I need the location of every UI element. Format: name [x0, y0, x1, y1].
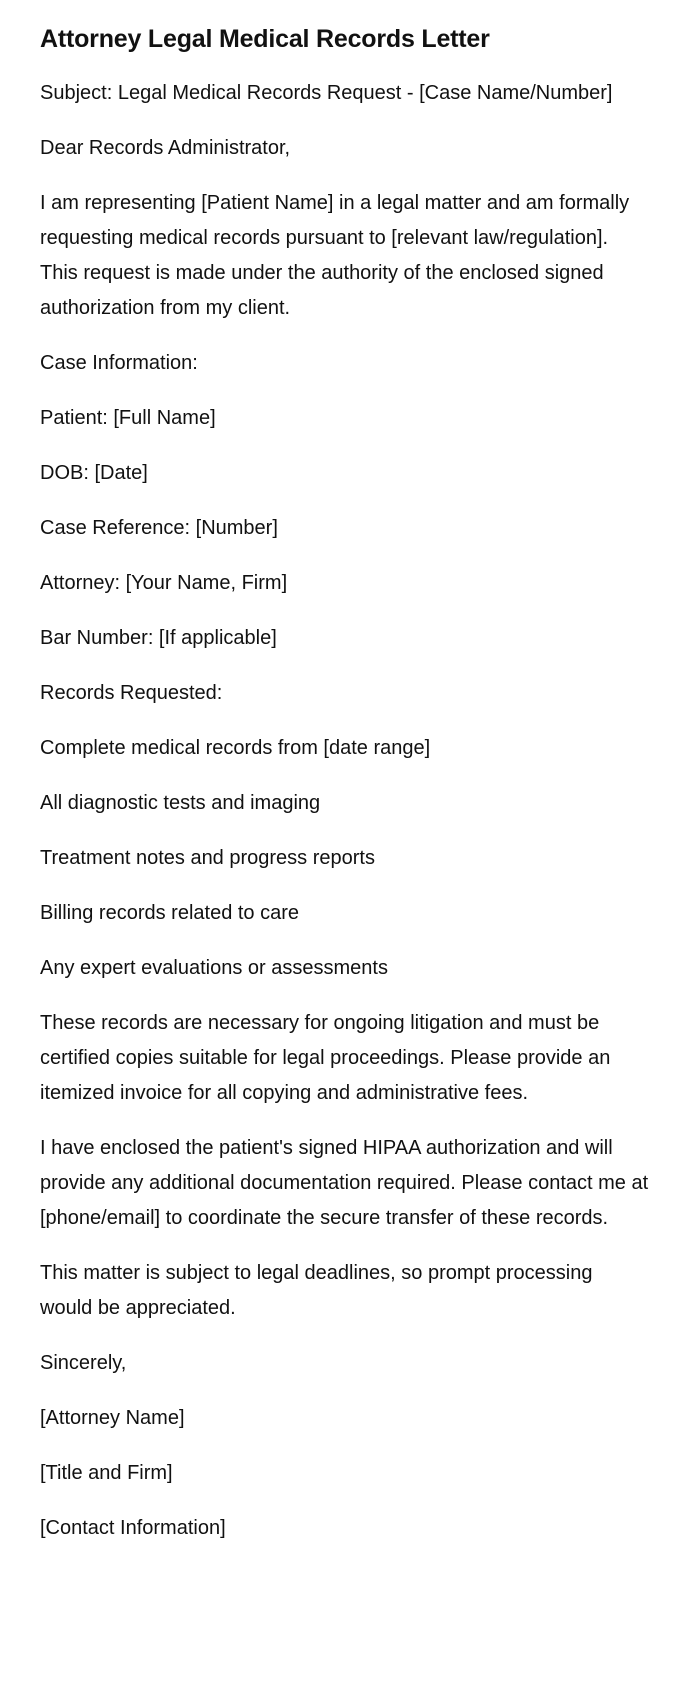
signature-title-firm: [Title and Firm] [40, 1462, 173, 1484]
records-item: Complete medical records from [date range] [40, 737, 431, 759]
records-item: Any expert evaluations or assessments [40, 957, 388, 979]
litigation-paragraph: These records are necessary for ongoing litigation and must be certified copies suitable for legal proceedings. Please provide an itemized invoice for all copying and administrative fees. [40, 1012, 611, 1104]
signature-contact: [Contact Information] [40, 1517, 226, 1539]
case-field-bar-number: Bar Number: [If applicable] [40, 627, 277, 649]
salutation: Dear Records Administrator, [40, 137, 291, 159]
signature-name: [Attorney Name] [40, 1407, 185, 1429]
case-field-attorney: Attorney: [Your Name, Firm] [40, 572, 288, 594]
case-field-reference: Case Reference: [Number] [40, 517, 278, 539]
authorization-paragraph: I have enclosed the patient's signed HIPAA authorization and will provide any additional documentation required. Please contact me at [phone/email] to coordinate the secure transfer of these records. [40, 1137, 649, 1229]
deadline-paragraph: This matter is subject to legal deadlines, so prompt processing would be appreciated. [40, 1262, 593, 1319]
records-requested-heading: Records Requested: [40, 682, 223, 704]
document-title: Attorney Legal Medical Records Letter [40, 25, 490, 53]
intro-paragraph: I am representing [Patient Name] in a legal matter and am formally requesting medical records pursuant to [relevant law/regulation]. This request is made under the authority of the enclosed signed authorization from my client. [40, 192, 630, 319]
subject-line: Subject: Legal Medical Records Request - [Case Name/Number] [40, 82, 613, 104]
records-item: All diagnostic tests and imaging [40, 792, 321, 814]
closing: Sincerely, [40, 1352, 127, 1374]
case-field-patient: Patient: [Full Name] [40, 407, 216, 429]
records-item: Billing records related to care [40, 902, 300, 924]
case-field-dob: DOB: [Date] [40, 462, 148, 484]
case-information-heading: Case Information: [40, 352, 198, 374]
records-item: Treatment notes and progress reports [40, 847, 375, 869]
